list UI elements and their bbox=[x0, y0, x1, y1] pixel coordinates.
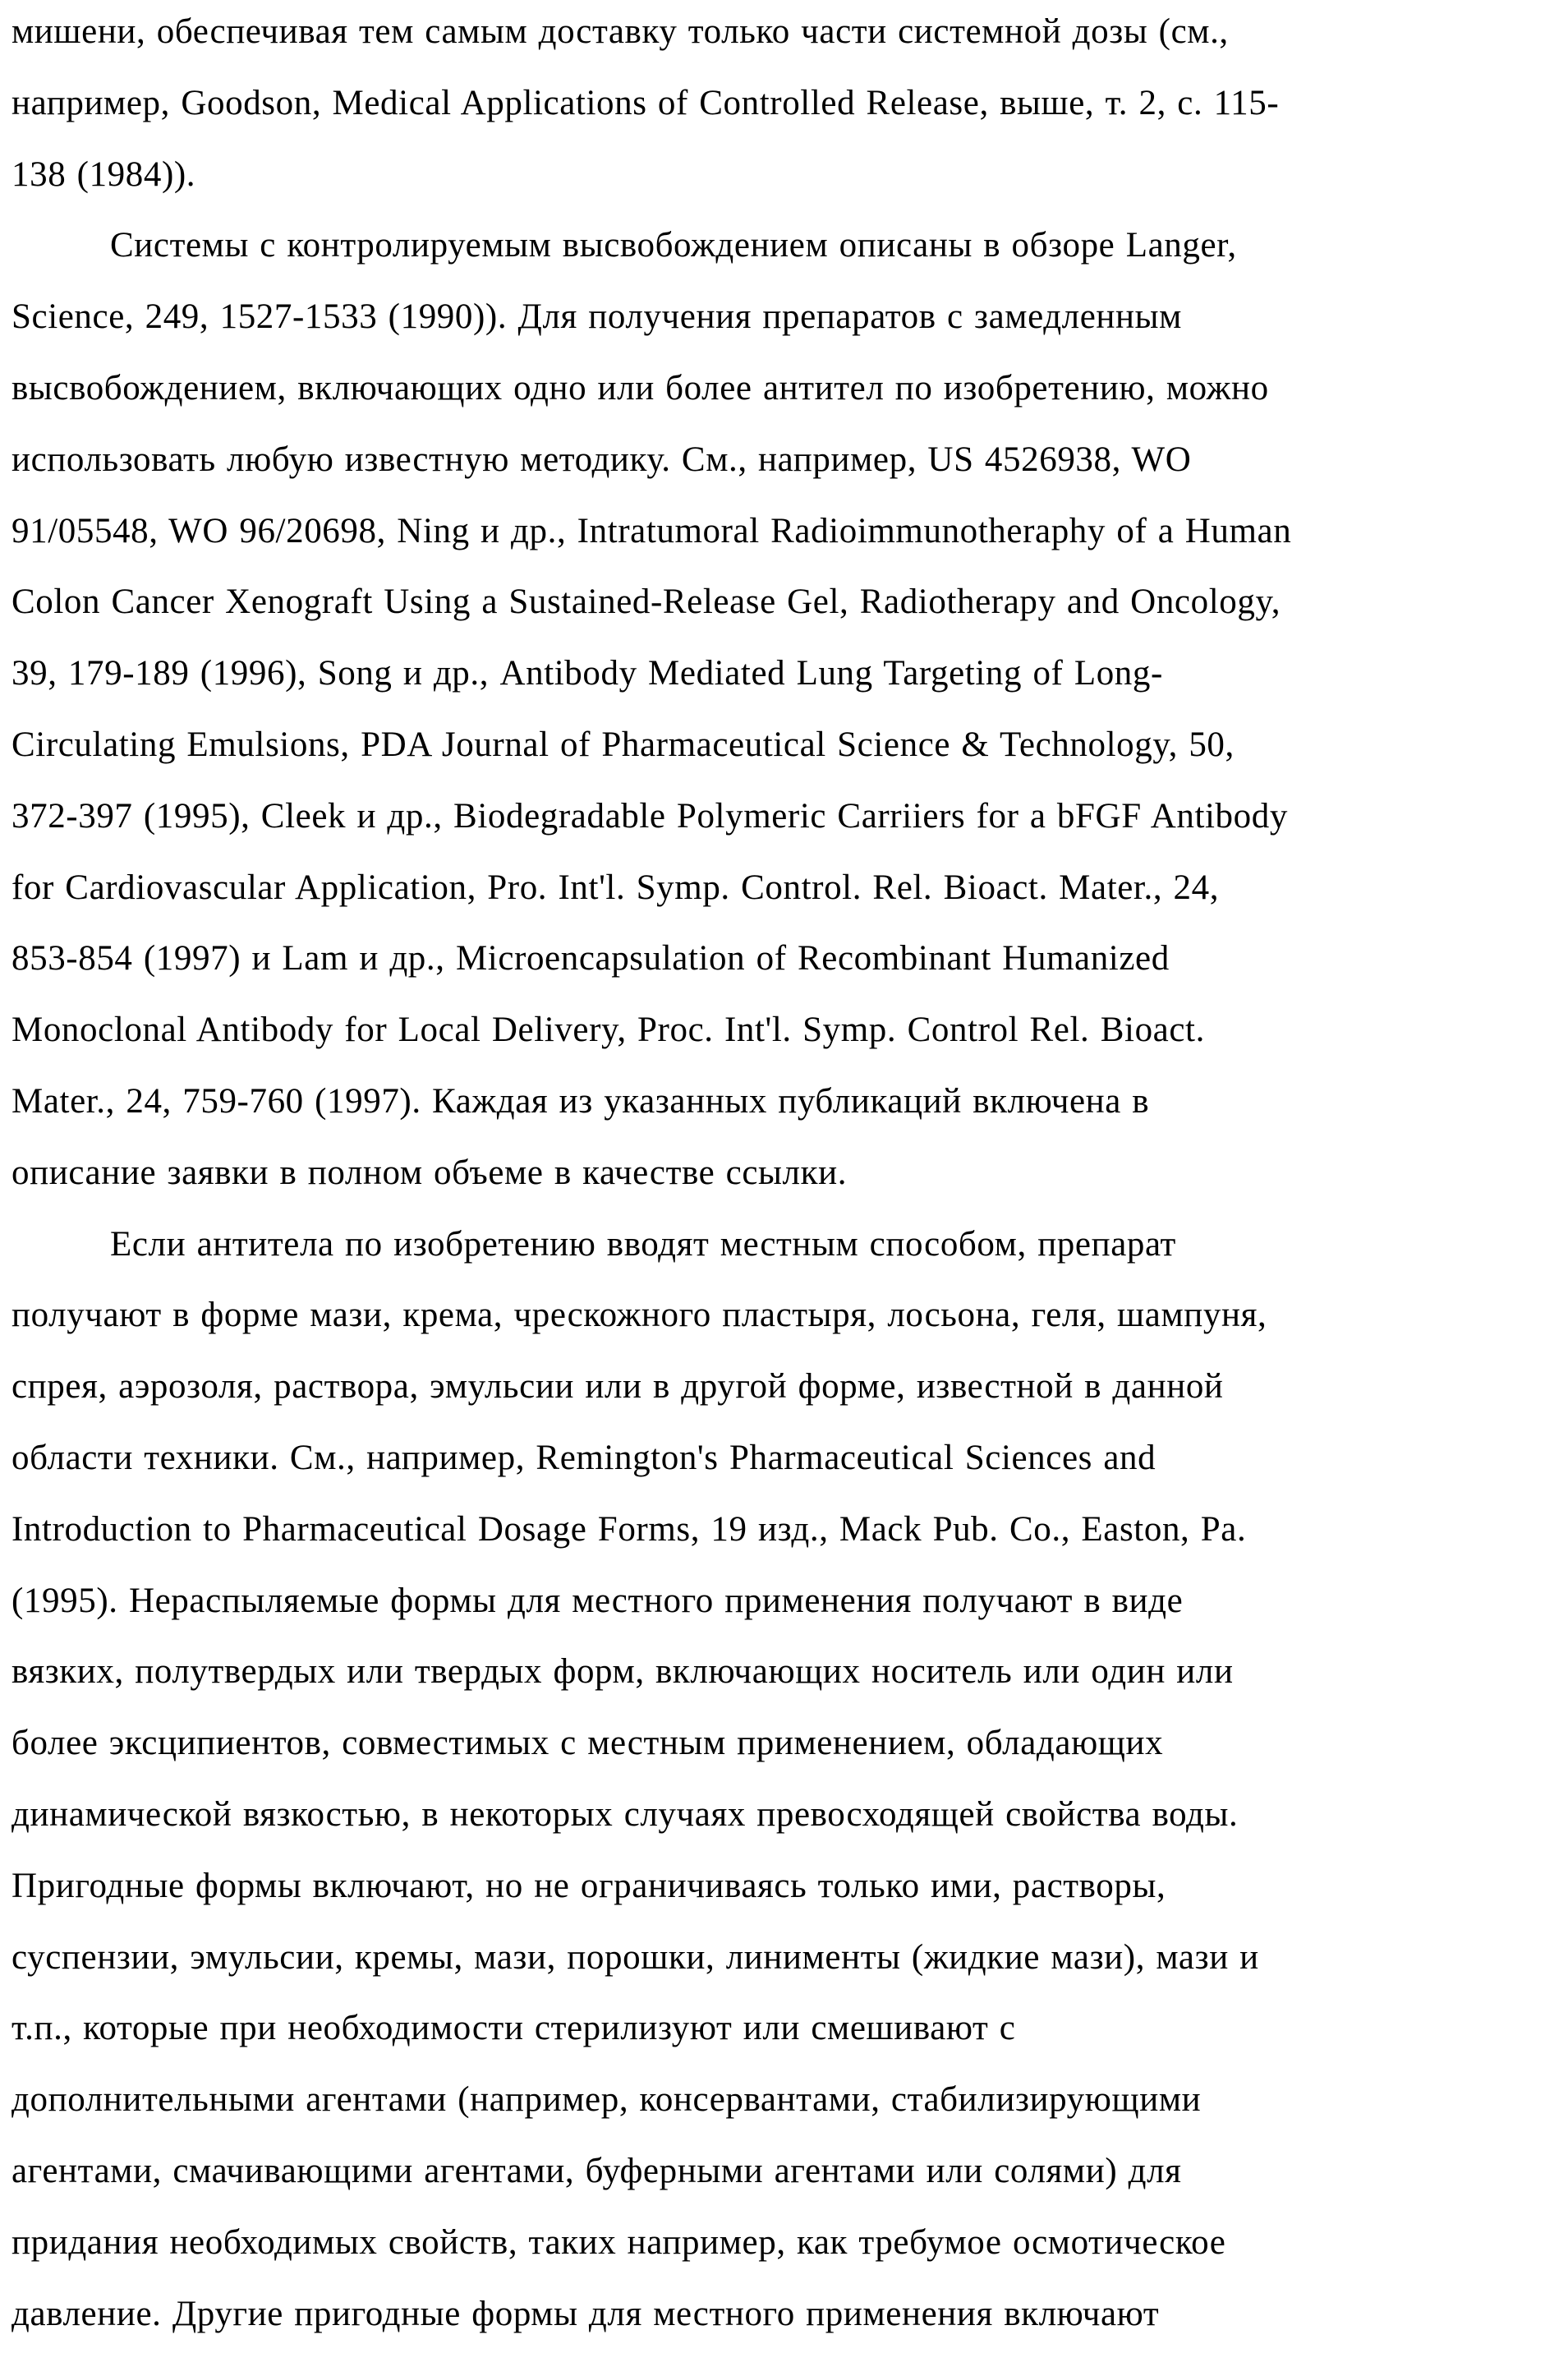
text-line: высвобождением, включающих одно или более антител по изобретению, можно bbox=[11, 369, 1269, 408]
text-line: (1995). Нераспыляемые формы для местного применения получают в виде bbox=[11, 1581, 1184, 1620]
text-line: использовать любую известную методику. См., например, US 4526938, WO bbox=[11, 440, 1192, 479]
text-line: Colon Cancer Xenograft Using a Sustained-Release Gel, Radiotherapy and Oncology, bbox=[11, 582, 1281, 622]
text-line: 853-854 (1997) и Lam и др., Microencapsulation of Recombinant Humanized bbox=[11, 939, 1170, 978]
text-line: 91/05548, WO 96/20698, Ning и др., Intratumoral Radioimmunotheraphy of a Human bbox=[11, 511, 1292, 550]
text-line: мишени, обеспечивая тем самым доставку только части системной дозы (см., bbox=[11, 12, 1229, 51]
paragraph-first-line: Системы с контролируемым высвобождением описаны в обзоре Langer, bbox=[110, 226, 1237, 265]
text-line: придания необходимых свойств, таких например, как требумое осмотическое bbox=[11, 2222, 1226, 2262]
text-line: например, Goodson, Medical Applications of Controlled Release, выше, т. 2, с. 115- bbox=[11, 83, 1280, 122]
text-line: вязких, полутвердых или твердых форм, включающих носитель или один или bbox=[11, 1652, 1234, 1692]
text-line: Circulating Emulsions, PDA Journal of Pharmaceutical Science & Technology, 50, bbox=[11, 725, 1235, 764]
text-line: 138 (1984)). bbox=[11, 154, 196, 194]
text-line: 39, 179-189 (1996), Song и др., Antibody Mediated Lung Targeting of Long- bbox=[11, 654, 1163, 693]
text-line: дополнительными агентами (например, консервантами, стабилизирующими bbox=[11, 2080, 1202, 2120]
text-line: Monoclonal Antibody for Local Delivery, Proc. Int'l. Symp. Control Rel. Bioact. bbox=[11, 1011, 1205, 1050]
text-line: динамической вязкостью, в некоторых случаях превосходящей свойства воды. bbox=[11, 1795, 1239, 1834]
text-line: давление. Другие пригодные формы для местного применения включают bbox=[11, 2294, 1160, 2333]
text-line: Introduction to Pharmaceutical Dosage Forms, 19 изд., Mack Pub. Co., Easton, Pa. bbox=[11, 1509, 1247, 1549]
text-line: агентами, смачивающими агентами, буферными агентами или солями) для bbox=[11, 2152, 1182, 2190]
text-line: суспензии, эмульсии, кремы, мази, порошки, линименты (жидкие мази), мази и bbox=[11, 1937, 1259, 1977]
text-line: более эксципиентов, совместимых с местным применением, обладающих bbox=[11, 1724, 1164, 1763]
text-line: Mater., 24, 759-760 (1997). Каждая из указанных публикаций включена в bbox=[11, 1082, 1150, 1121]
text-line: получают в форме мази, крема, чрескожного пластыря, лосьона, геля, шампуня, bbox=[11, 1296, 1267, 1335]
text-line: т.п., которые при необходимости стерилизуют или смешивают с bbox=[11, 2009, 1016, 2048]
text-line: описание заявки в полном объеме в качестве ссылки. bbox=[11, 1153, 848, 1192]
text-line: 372-397 (1995), Cleek и др., Biodegradable Polymeric Carriiers for a bFGF Antibody bbox=[11, 796, 1288, 836]
text-line: области техники. См., например, Remington's Pharmaceutical Sciences and bbox=[11, 1439, 1156, 1477]
text-line: спрея, аэрозоля, раствора, эмульсии или в другой форме, известной в данной bbox=[11, 1367, 1224, 1407]
paragraph-first-line: Если антитела по изобретению вводят местным способом, препарат bbox=[110, 1224, 1176, 1264]
text-line: Science, 249, 1527-1533 (1990)). Для получения препаратов с замедленным bbox=[11, 297, 1182, 337]
text-line: Пригодные формы включают, но не ограничиваясь только ими, растворы, bbox=[11, 1866, 1166, 1905]
text-line: for Cardiovascular Application, Pro. Int'l. Symp. Control. Rel. Bioact. Mater., 24, bbox=[11, 868, 1220, 907]
